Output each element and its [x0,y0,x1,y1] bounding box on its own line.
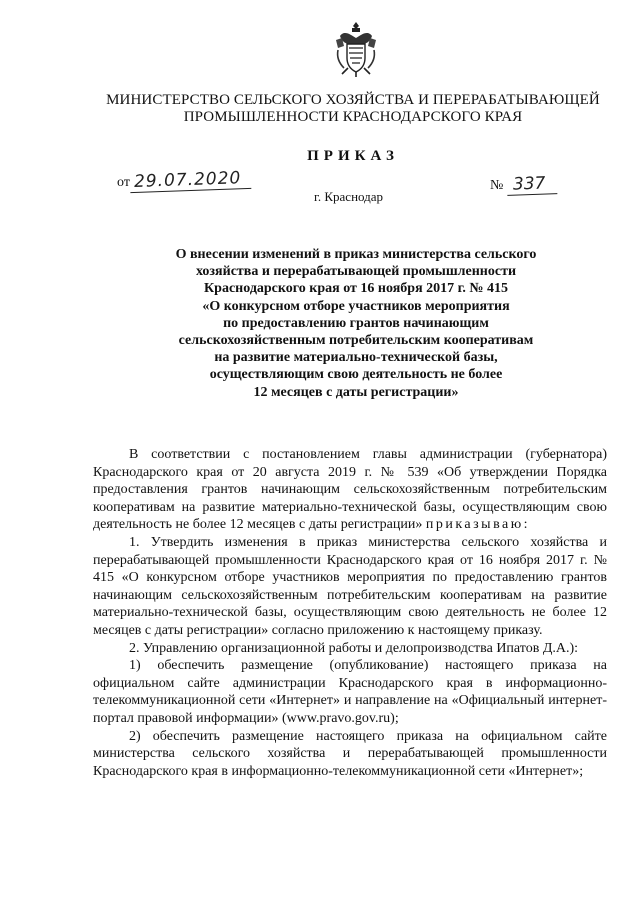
heading-line: осуществляющим свою деятельность не более [209,367,503,383]
order-number-label: № [490,178,504,193]
heading-line: хозяйства и перерабатывающей промышленности [195,264,517,280]
heading-line: «О конкурсном отборе участников мероприятия [202,298,510,314]
coat-of-arms-icon [334,20,378,78]
heading-line: 12 месяцев с даты регистрации» [253,384,459,400]
body-paragraph-subitem-2: 2) обеспечить размещение настоящего приказа на официальном сайте министерства сельского хозяйства и перерабатывающей промышленности Краснодарского края в информационно-телекоммуникационной сети «Интернет»; [93,728,607,779]
body-paragraph-preamble [93,446,607,534]
preamble-text: В соответствии с постановлением главы администрации (губернатора) Краснодарского края от 20 августа 2019 г. № 539 «Об утверждении Порядка предоставления грантов начинающим сельскохозяйственным потребительским кооперативам на развитие материально-технической базы, осуществляющим свою деятельность не более 12 месяцев с даты регистрации» [93,447,607,533]
ministry-name [60,92,639,126]
order-number [490,174,557,195]
order-title: ПРИКАЗ [307,148,399,164]
body-paragraph-item-1: 1. Утвердить изменения в приказ министерства сельского хозяйства и перерабатывающей промышленности Краснодарского края от 16 ноября 2017 г. № 415 «О конкурсном отборе участников мероприятия по предоставлению грантов начинающим сельскохозяйственным потребительским кооперативам на развитие материально-технической базы, осуществляющим свою деятельность не более 12 месяцев с даты регистрации» согласно приложению к настоящему приказу. [93,534,607,638]
ministry-name-line-1: МИНИСТЕРСТВО СЕЛЬСКОГО ХОЗЯЙСТВА И ПЕРЕРАБАТЫВАЮЩЕЙ [106,92,600,108]
body-paragraph-subitem-1: 1) обеспечить размещение (опубликование) настоящего приказа на официальном сайте администрации Краснодарского края в информационно-телекоммуникационной сети «Интернет» и направление на «Официальный интернет-портал правовой информации» (www.pravo.gov.ru); [93,658,607,726]
order-city: г. Краснодар [314,189,384,204]
ministry-name-line-2: ПРОМЫШЛЕННОСТИ КРАСНОДАРСКОГО КРАЯ [183,109,523,125]
order-date-value: 29.07.2020 [130,168,252,193]
preamble-order-word: приказываю: [425,517,531,533]
heading-line: сельскохозяйственным потребительским кооперативам [178,333,534,349]
order-subject-heading [130,246,582,401]
order-body [93,446,607,780]
order-date [117,170,251,191]
body-paragraph-item-2: 2. Управлению организационной работы и делопроизводства Ипатов Д.А.): [129,640,579,656]
heading-line: на развитие материально-технической базы, [214,350,498,366]
order-number-value: 337 [507,173,558,196]
order-date-label: от [117,175,130,190]
heading-line: Краснодарского края от 16 ноября 2017 г. № 415 [204,281,508,297]
heading-line: по предоставлению грантов начинающим [223,315,489,331]
heading-line: О внесении изменений в приказ министерства сельского [175,247,537,262]
